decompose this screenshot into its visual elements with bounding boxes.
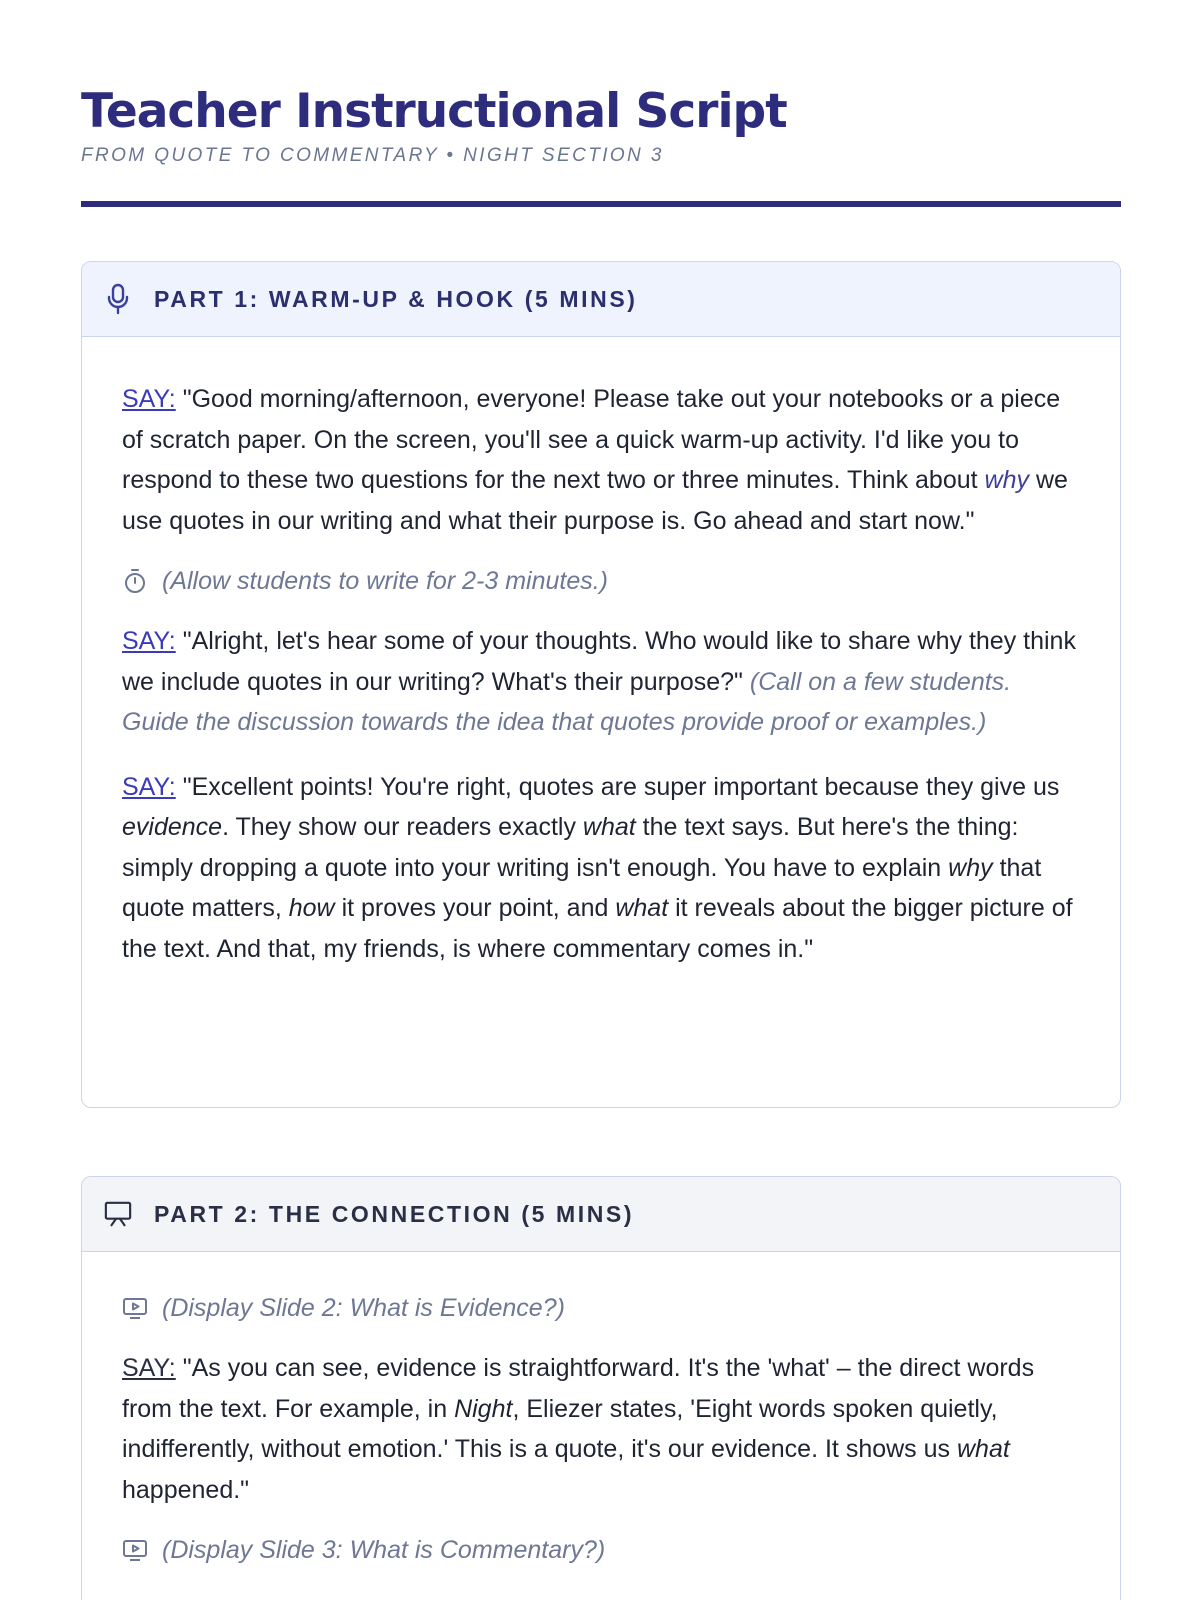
part-2-card [81,1176,1121,1600]
stage-direction-text: (Display Slide 3: What is Commentary?) [162,1536,606,1564]
emphasis: why [984,466,1030,494]
script-paragraph [122,621,1080,743]
slide-icon [122,1537,148,1563]
script-paragraph [122,379,1080,541]
timer-icon [122,568,148,594]
text-run: that quote matters, [122,853,1042,922]
part-2-header [82,1177,1120,1252]
stage-direction [122,1530,1080,1570]
say-cue: SAY: [122,1354,176,1382]
header-divider [81,201,1121,207]
slide-icon [122,1295,148,1321]
text-run: it reveals about the bigger picture of the text. And that, my friends, is where commentary comes in." [122,894,1073,963]
text-run: . They show our readers exactly [222,813,583,841]
teacher-note: (Call on a few students. Guide the discussion towards the idea that quotes provide proof or examples.) [122,667,1012,736]
microphone-icon [104,283,132,315]
part-1-body [82,337,1120,969]
text-run: "Good morning/afternoon, everyone! Please take out your notebooks or a piece of scratch paper. On the screen, you'll see a quick warm-up activity. I'd like you to respond to these two questions for the next two or three minutes. Think about [122,385,1061,494]
stage-direction [122,561,1080,601]
text-run: we use quotes in our writing and what their purpose is. Go ahead and start now." [122,466,1068,535]
emphasis: evidence [122,813,223,841]
text-run: , Eliezer states, 'Eight words spoken quietly, indifferently, without emotion.' This is a quote, it's our evidence. It shows us [122,1394,998,1463]
emphasis: what [956,1435,1010,1463]
emphasis: why [948,853,993,882]
say-cue: SAY: [122,772,176,801]
part-1-card [81,261,1121,1108]
part-1-header [82,262,1120,337]
document-header [81,82,1121,168]
text-run: it proves your point, and [334,894,616,922]
stage-direction-text: (Allow students to write for 2-3 minutes.) [162,567,608,595]
part-1-title: PART 1: WARM-UP & HOOK (5 MINS) [154,285,638,312]
emphasis: what [615,894,669,922]
say-cue: SAY: [122,627,176,655]
document-title: Teacher Instructional Script [81,84,787,139]
script-paragraph [122,1348,1080,1510]
script-paragraph [122,767,1080,970]
say-cue: SAY: [122,385,176,413]
text-run: "Alright, let's hear some of your thoughts. Who would like to share why they think we include quotes in our writing? What's their purpose?" [122,627,1076,696]
emphasis: what [582,813,636,841]
text-run: the text says. But here's the thing: simply dropping a quote into your writing isn't enough. You have to explain [122,813,1019,882]
presentation-icon [104,1198,132,1230]
document-subtitle: FROM QUOTE TO COMMENTARY • NIGHT SECTION 3 [81,145,664,166]
stage-direction-text: (Display Slide 2: What is Evidence?) [162,1294,565,1322]
stage-direction [122,1288,1080,1328]
text-run: "As you can see, evidence is straightforward. It's the 'what' – the direct words from the text. For example, in [122,1354,1035,1423]
part-2-title: PART 2: THE CONNECTION (5 MINS) [154,1200,635,1227]
emphasis: how [288,894,335,922]
text-run: happened." [122,1475,250,1504]
emphasis: Night [454,1394,513,1423]
part-2-body [82,1252,1120,1570]
text-run: "Excellent points! You're right, quotes are super important because they give us [175,772,1060,801]
